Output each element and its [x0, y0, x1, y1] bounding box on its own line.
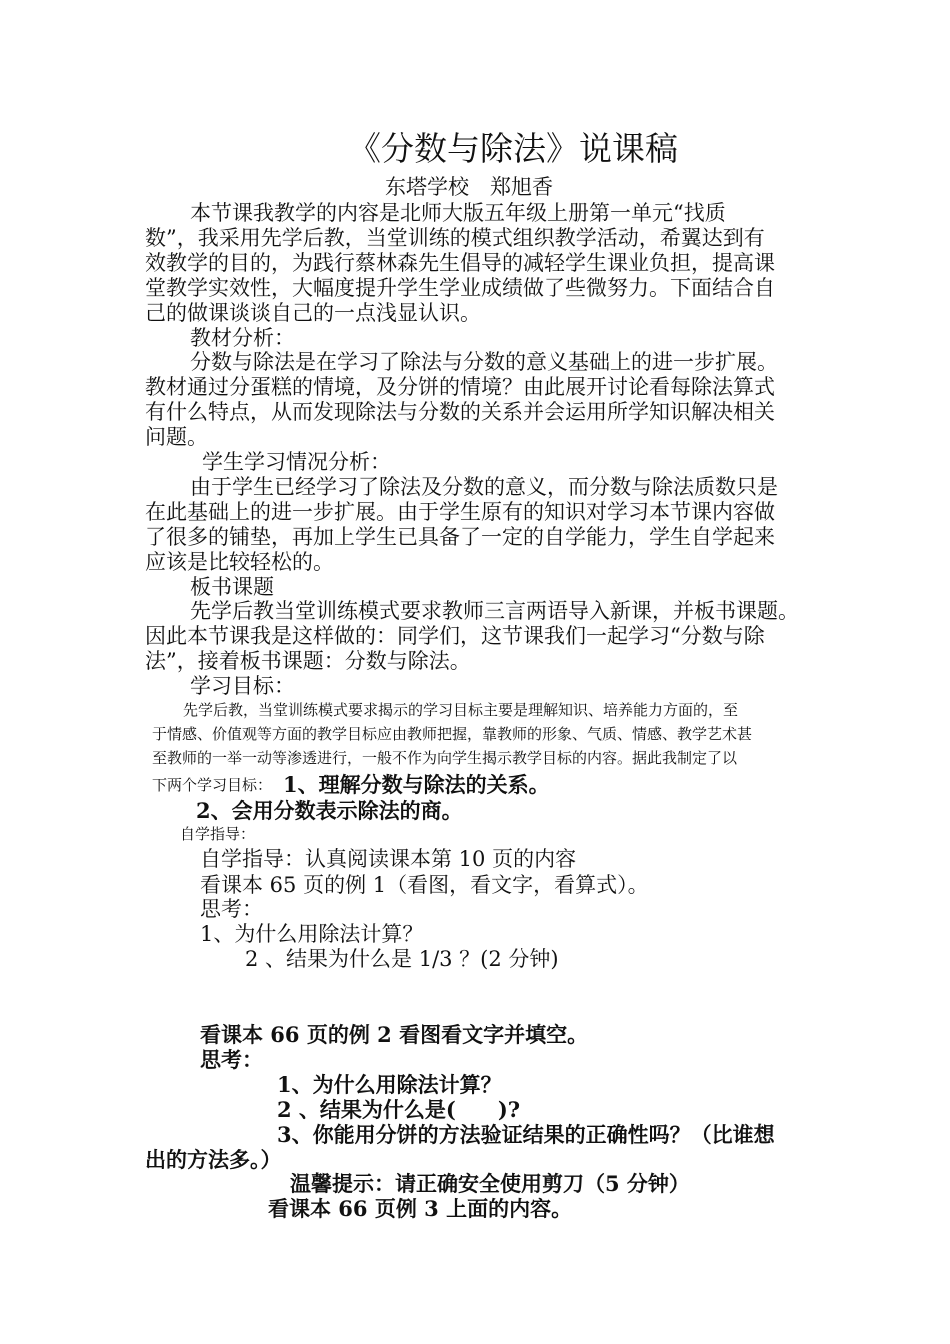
- example-2-instruction: 看课本 66 页的例 2 看图看文字并填空。: [200, 1022, 589, 1047]
- student-line: 在此基础上的进一步扩展。由于学生原有的知识对学习本节课内容做: [145, 500, 775, 524]
- example-3-instruction: 看课本 66 页例 3 上面的内容。: [268, 1196, 573, 1221]
- selfstudy-line: 1、为什么用除法计算？: [200, 922, 424, 946]
- think-label: 思考：: [200, 1047, 263, 1072]
- intro-line: 己的做课谈谈自己的一点浅显认识。: [145, 301, 481, 325]
- section-heading-goals: 学习目标：: [190, 674, 295, 698]
- student-line: 应该是比较轻松的。: [145, 550, 334, 574]
- intro-line: 数”，我采用先学后教，当堂训练的模式组织教学活动，希翼达到有: [145, 226, 765, 250]
- textbook-line: 教材通过分蛋糕的情境，及分饼的情境？由此展开讨论看每除法算式: [145, 375, 775, 399]
- section-heading-selfstudy: 自学指导：: [180, 825, 256, 843]
- selfstudy-line: 自学指导：认真阅读课本第 10 页的内容: [200, 847, 577, 871]
- student-line: 了很多的铺垫，再加上学生已具备了一定的自学能力，学生自学起来: [145, 525, 775, 549]
- textbook-line: 问题。: [145, 425, 208, 449]
- selfstudy-question-2: 2 、结果为什么是 1/3 ？(2 分钟): [245, 947, 559, 971]
- selfstudy-line: 看课本 65 页的例 1（看图，看文字，看算式）。: [200, 873, 649, 897]
- example-2-question-cont: 出的方法多。）: [145, 1147, 282, 1172]
- selfstudy-line: 思考：: [200, 897, 263, 921]
- example-2-question: 2 、结果为什么是( )?: [277, 1097, 521, 1122]
- textbook-line: 有什么特点，从而发现除法与分数的关系并会运用所学知识解决相关: [145, 400, 775, 424]
- goals-small-line: 于情感、价值观等方面的教学目标应由教师把握，靠教师的形象、气质、情感、教学艺术甚: [152, 725, 753, 743]
- author-line: 东塔学校 郑旭香: [385, 175, 553, 199]
- board-line: 因此本节课我是这样做的：同学们，这节课我们一起学习“分数与除: [145, 624, 765, 648]
- intro-line: 堂教学实效性，大幅度提升学生学业成绩做了些微努力。下面结合自: [145, 276, 775, 300]
- section-heading-textbook: 教材分析：: [190, 326, 295, 350]
- board-line: 先学后教当堂训练模式要求教师三言两语导入新课，并板书课题。: [190, 599, 799, 623]
- safety-tip: 温馨提示：请正确安全使用剪刀（5 分钟）: [290, 1171, 690, 1196]
- intro-line: 本节课我教学的内容是北师大版五年级上册第一单元“找质: [190, 201, 726, 225]
- goals-small-line: 至教师的一举一动等渗透进行，一般不作为向学生揭示教学目标的内容。据此我制定了以: [152, 749, 738, 767]
- example-2-question: 1、为什么用除法计算？: [277, 1072, 502, 1097]
- goal-1: 1、理解分数与除法的关系。: [283, 772, 550, 797]
- student-line: 由于学生已经学习了除法及分数的意义，而分数与除法质数只是: [190, 475, 778, 499]
- section-heading-board: 板书课题: [190, 575, 274, 599]
- example-2-question: 3、你能用分饼的方法验证结果的正确性吗？（比谁想: [277, 1122, 775, 1147]
- intro-line: 效教学的目的，为践行蔡林森先生倡导的减轻学生课业负担，提高课: [145, 251, 775, 275]
- page-title: 《分数与除法》说课稿: [348, 129, 678, 168]
- goals-small-line: 下两个学习目标：: [152, 776, 273, 794]
- goals-small-line: 先学后教，当堂训练模式要求揭示的学习目标主要是理解知识、培养能力方面的，至: [183, 701, 739, 719]
- goal-2: 2、会用分数表示除法的商。: [196, 798, 463, 823]
- textbook-line: 分数与除法是在学习了除法与分数的意义基础上的进一步扩展。: [190, 350, 778, 374]
- board-line: 法”，接着板书课题：分数与除法。: [145, 649, 471, 673]
- section-heading-students: 学生学习情况分析：: [202, 450, 391, 474]
